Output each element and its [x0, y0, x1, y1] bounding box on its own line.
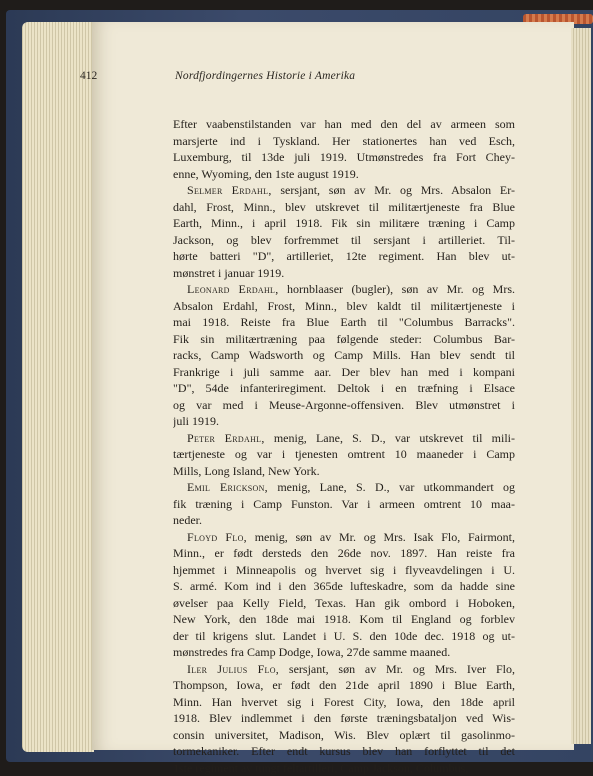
page-header	[80, 70, 550, 90]
line-text: racks, Camp Wadsworth og Camp Mills. Han blev sendt til	[173, 348, 515, 362]
line-text: mai 1918. Reiste fra Blue Earth til "Columbus Barracks".	[173, 315, 515, 329]
line-text: dahl, Frost, Minn., blev utskrevet til militærtjeneste fra Blue	[173, 200, 515, 214]
line-text: sersjant, søn av Mr. og Mrs. Iver Flo,	[279, 662, 515, 676]
text-line	[173, 380, 515, 397]
text-line	[173, 133, 515, 150]
line-text: hornblaaser (bugler), søn av Mr. og Mrs.	[279, 282, 515, 296]
line-text: neder.	[173, 513, 202, 527]
line-text: tormekaniker. Efter endt kursus blev han forflyttet til det	[173, 744, 515, 758]
line-text: Fik sin militærtræning paa følgende steder: Columbus Bar-	[173, 332, 515, 346]
text-line	[173, 413, 515, 430]
line-text: Efter vaabenstilstanden var han med den del av armeen som	[173, 117, 515, 131]
line-text: juli 1919.	[173, 414, 219, 428]
line-text: menig, Lane, S. D., var utkommandert og	[268, 480, 515, 494]
page-stack-left	[22, 22, 94, 752]
text-line	[173, 529, 515, 546]
line-text: S. armé. Kom ind i den 365de lufteskadre, som da hadde sine	[173, 579, 515, 593]
text-line	[173, 545, 515, 562]
text-line	[173, 199, 515, 216]
text-line	[173, 727, 515, 744]
entry-name: Floyd Flo,	[187, 530, 247, 544]
text-line	[173, 661, 515, 678]
line-text: og var med i Meuse-Argonne-offensiven. Blev utmønstret i	[173, 398, 515, 412]
page-stack-right	[571, 28, 591, 744]
entry-name: Iler Julius Flo,	[187, 662, 279, 676]
line-text: "D", 54de infanteriregiment. Deltok i en træfning i Elsace	[173, 381, 515, 395]
line-text: menig, Lane, S. D., var utskrevet til mili-	[265, 431, 515, 445]
line-text: Minn. Han hvervet sig i Forest City, Iowa, den 18de april	[173, 695, 515, 709]
text-line	[173, 232, 515, 249]
line-text: Luxemburg, til 13de juli 1919. Utmønstredes fra Fort Chey-	[173, 150, 515, 164]
text-line	[173, 710, 515, 727]
line-text: mønstret i januar 1919.	[173, 266, 284, 280]
text-line	[173, 281, 515, 298]
text-line	[173, 347, 515, 364]
text-line	[173, 446, 515, 463]
text-line	[173, 331, 515, 348]
text-line	[173, 166, 515, 183]
running-head: Nordfjordingernes Historie i Amerika	[175, 70, 355, 82]
line-text: Minn., er født dersteds den 26de nov. 1897. Han reiste fra	[173, 546, 515, 560]
text-line	[173, 149, 515, 166]
text-line	[173, 364, 515, 381]
line-text: sersjant, søn av Mr. og Mrs. Absalon Er-	[272, 183, 515, 197]
line-text: hjemmet i Minneapolis og hvervet sig i flyveavdelingen i U.	[173, 563, 515, 577]
text-line	[173, 430, 515, 447]
line-text: menig, søn av Mr. og Mrs. Isak Flo, Fairmont,	[247, 530, 515, 544]
text-line	[173, 611, 515, 628]
text-line	[173, 644, 515, 661]
line-text: tærtjeneste og var i tjenesten omtrent 10 maaneder i Camp	[173, 447, 515, 461]
text-line	[173, 479, 515, 496]
line-text: marsjerte ind i Tyskland. Her stationertes han ved Esch,	[173, 134, 515, 148]
line-text: Mills, Long Island, New York.	[173, 464, 320, 478]
entry-name: Peter Erdahl,	[187, 431, 265, 445]
line-text: fik træning i Camp Funston. Var i armeen omtrent 10 maa-	[173, 497, 515, 511]
text-line	[173, 677, 515, 694]
text-line	[173, 578, 515, 595]
body-text	[173, 116, 515, 776]
text-line	[173, 298, 515, 315]
line-text: øvelser paa Kelly Field, Texas. Han gik ombord i Hoboken,	[173, 596, 515, 610]
text-line	[173, 265, 515, 282]
text-line	[173, 463, 515, 480]
line-text: Frankrige i juli samme aar. Der blev han med i kompani	[173, 365, 515, 379]
text-line	[173, 628, 515, 645]
page-number: 412	[80, 70, 97, 82]
line-text: hørte batteri "D", artilleriet, 12te regiment. Han blev ut-	[173, 249, 515, 263]
text-line	[173, 314, 515, 331]
entry-name: Emil Erickson,	[187, 480, 268, 494]
text-line	[173, 512, 515, 529]
text-line	[173, 595, 515, 612]
text-line	[173, 248, 515, 265]
text-line	[173, 397, 515, 414]
text-line	[173, 496, 515, 513]
line-text: mønstredes fra Camp Dodge, Iowa, 27de samme maaned.	[173, 645, 450, 659]
line-text: New York, den 18de mai 1918. Kom til England og forblev	[173, 612, 515, 626]
text-line	[173, 182, 515, 199]
entry-name: Selmer Erdahl,	[187, 183, 272, 197]
line-text: der til krigens slut. Landet i U. S. den 10de dec. 1918 og ut-	[173, 629, 515, 643]
text-line	[173, 562, 515, 579]
line-text: consin universitet, Madison, Wis. Blev oplært til gasolinmo-	[173, 728, 515, 742]
text-line	[173, 743, 515, 760]
line-text: Earth, Minn., i april 1918. Fik sin militære træning i Camp	[173, 216, 515, 230]
line-text: enne, Wyoming, den 1ste august 1919.	[173, 167, 359, 181]
text-line	[173, 116, 515, 133]
text-line	[173, 215, 515, 232]
line-text: Absalon Erdahl, Frost, Minn., blev kaldt til militærtjeneste i	[173, 299, 515, 313]
line-text: 1918. Blev indlemmet i den første træningsbataljon ved Wis-	[173, 711, 515, 725]
line-text: Thompson, Iowa, er født den 21de april 1890 i Blue Earth,	[173, 678, 515, 692]
text-line	[173, 694, 515, 711]
entry-name: Leonard Erdahl,	[187, 282, 279, 296]
line-text: 1ste regiment av tungt feltartilleri, Camp Jackson, Columbus,	[173, 761, 468, 775]
line-text: Jackson, og blev forfremmet til sersjant i artilleriet. Til-	[173, 233, 515, 247]
